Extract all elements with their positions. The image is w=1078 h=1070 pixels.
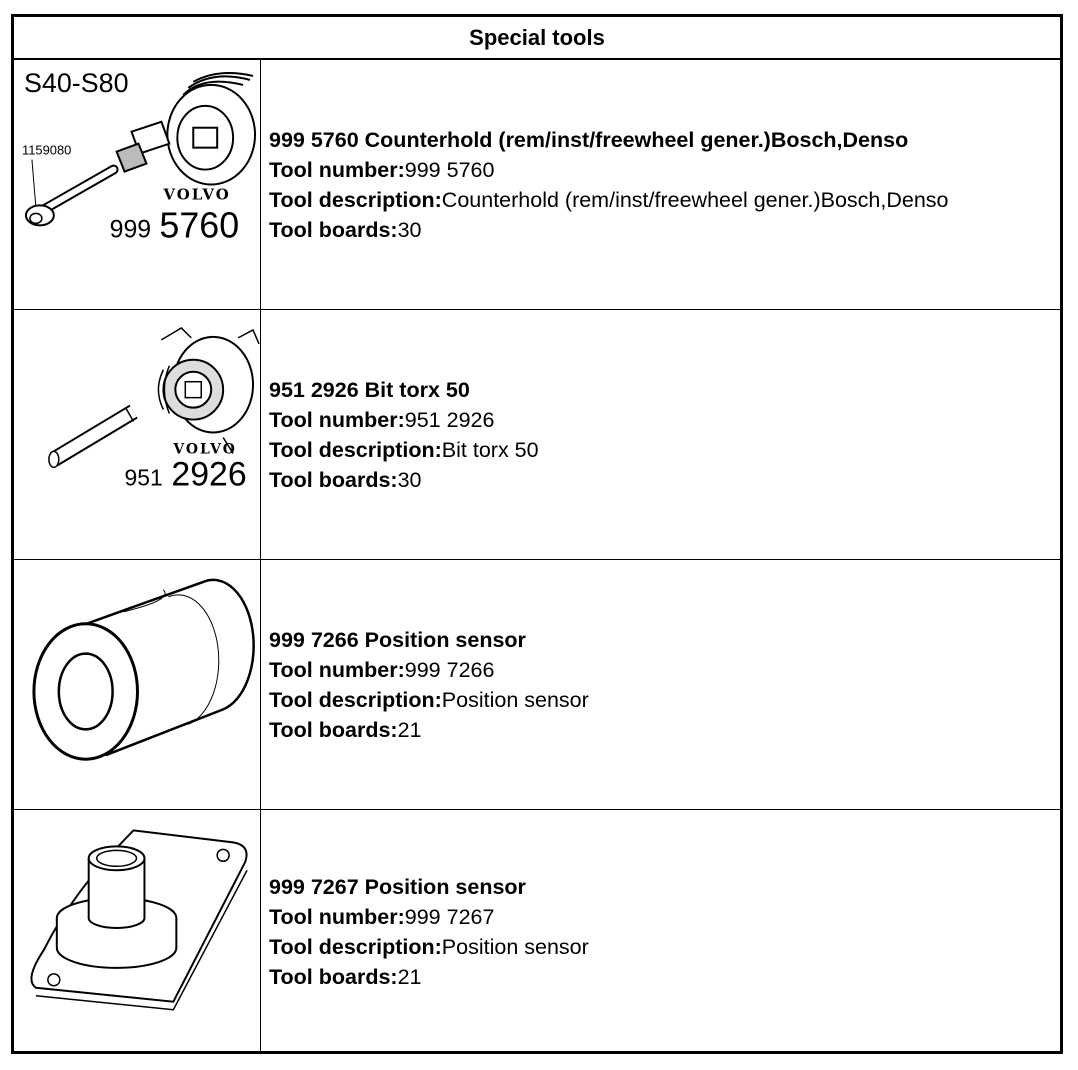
counterhold-illustration [14,60,260,309]
tool-description-label: Tool description: [269,935,442,959]
tool-boards-value: 30 [397,467,422,492]
table-title: Special tools [469,24,605,50]
part-ref-label: 1159080 [21,142,72,158]
special-tools-table [11,14,1063,1054]
tool-description-line [269,685,1060,715]
tool-boards-label: Tool boards: [269,467,398,492]
tool-info [269,560,1060,809]
tool-description-value: Position sensor [441,935,589,959]
tool-title: 999 7267 Position sensor [269,875,526,899]
tool-number-small: 999 [109,215,152,244]
table-row [14,810,1060,1054]
tool-number-large: 2926 [171,455,247,494]
tool-description-value: Bit torx 50 [441,437,539,462]
flange-sensor-illustration [14,810,260,1054]
tool-image-counterhold [14,60,261,309]
tool-number-label: Tool number: [269,407,405,432]
tool-description-label: Tool description: [269,187,442,212]
tool-boards-value: 21 [397,965,422,989]
table-row [14,60,1060,310]
tool-number-value: 999 7266 [404,657,495,682]
tool-info [269,60,1060,309]
tool-number-line [269,405,1060,435]
tool-title: 951 2926 Bit torx 50 [269,377,470,402]
brand-label: VOLVO [163,185,231,204]
brand-label: VOLVO [173,441,237,458]
bit-torx-illustration [14,310,260,559]
tool-number-line [269,155,1060,185]
tool-boards-line [269,715,1060,745]
tool-boards-label: Tool boards: [269,217,398,242]
tool-boards-label: Tool boards: [269,965,398,989]
tool-boards-value: 21 [397,717,422,742]
tool-title: 999 7266 Position sensor [269,627,526,652]
tool-number-large: 5760 [159,205,240,246]
model-label: S40-S80 [23,67,129,98]
table-row [14,560,1060,810]
tool-image-position-sensor-flange [14,810,261,1054]
tool-boards-line [269,215,1060,245]
tool-boards-value: 30 [397,217,422,242]
tool-boards-line [269,465,1060,495]
tool-info [269,310,1060,559]
tool-number-small: 951 [124,464,163,491]
tool-number-line [269,902,1060,932]
tool-description-line [269,435,1060,465]
tool-number-label: Tool number: [269,905,405,929]
tool-description-value: Counterhold (rem/inst/freewheel gener.)Bosch,Denso [441,187,949,212]
tool-description-label: Tool description: [269,687,442,712]
tool-number-value: 999 7267 [404,905,495,929]
tool-boards-line [269,962,1060,992]
tool-number-value: 999 5760 [404,157,495,182]
tool-number-label: Tool number: [269,157,405,182]
table-row [14,310,1060,560]
tool-description-label: Tool description: [269,437,442,462]
tool-number-label: Tool number: [269,657,405,682]
tool-number-value: 951 2926 [404,407,495,432]
table-header [14,17,1060,60]
tool-description-value: Position sensor [441,687,589,712]
tool-image-position-sensor-cylinder [14,560,261,809]
tool-description-line [269,932,1060,962]
tool-title: 999 5760 Counterhold (rem/inst/freewheel gener.)Bosch,Denso [269,127,909,152]
tool-info [269,810,1060,1054]
tool-image-bit-torx [14,310,261,559]
tool-description-line [269,185,1060,215]
cylinder-sensor-illustration [14,560,260,809]
tool-boards-label: Tool boards: [269,717,398,742]
tool-number-line [269,655,1060,685]
